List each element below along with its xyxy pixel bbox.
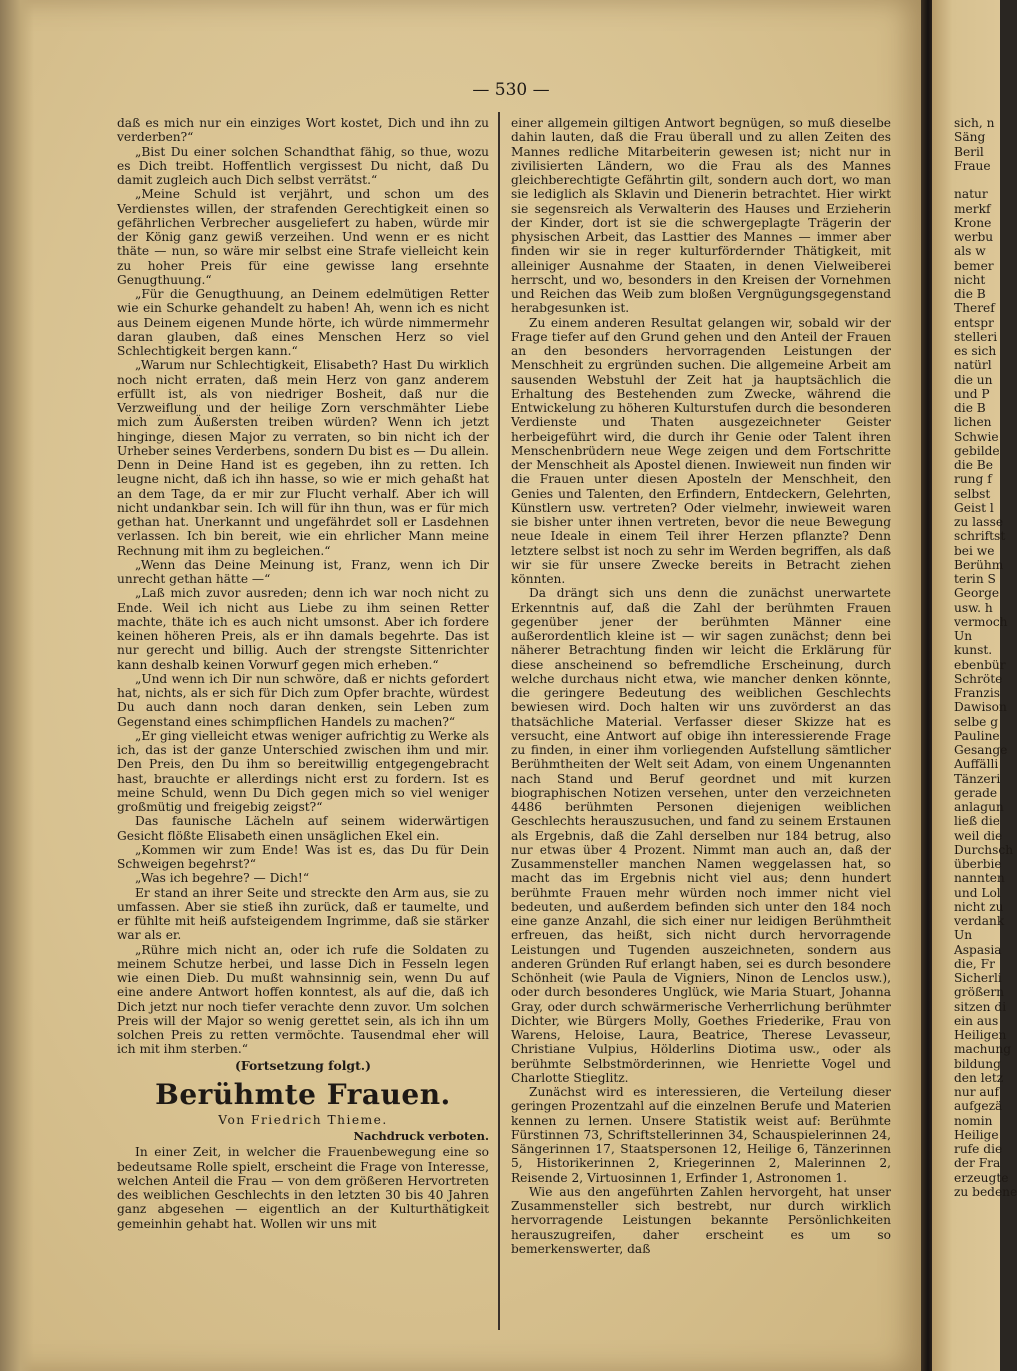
facing-page-line: Aspasia: [954, 942, 1002, 957]
facing-page-line: nomin: [954, 1113, 993, 1128]
facing-page-line: Durchsch: [954, 842, 1014, 857]
facing-page-line: gerade: [954, 785, 998, 800]
facing-page-line: nannten: [954, 871, 1005, 886]
facing-page-line: als w: [954, 244, 986, 259]
facing-page-line: größern: [954, 985, 1004, 1000]
facing-page-line: Schröte: [954, 671, 1003, 686]
facing-page-line: ein aus: [954, 1013, 999, 1028]
facing-page-line: den letz: [954, 1070, 1004, 1085]
facing-page-line: nicht zu: [954, 899, 1004, 914]
facing-page-line: bei we: [954, 543, 995, 558]
facing-page-line: Sicherli: [954, 971, 1002, 985]
facing-page-line: nicht: [954, 272, 986, 287]
facing-page-line: Heiligen: [954, 1028, 1007, 1042]
facing-page-line: lichen: [954, 415, 992, 430]
facing-page-line: Dawison: [954, 700, 1007, 715]
facing-page-line: überbie: [954, 857, 1002, 871]
facing-page-line: natur: [954, 187, 988, 202]
facing-page-line: natürl: [954, 358, 992, 373]
facing-page-line: und P: [954, 386, 990, 401]
right-column: [511, 116, 891, 1256]
facing-page-line: die B: [954, 401, 986, 415]
facing-page-line: ließ die: [954, 814, 1000, 829]
page-number: — 530 —: [472, 80, 550, 100]
article-body: [511, 116, 891, 1256]
facing-page-line: rufe die: [954, 1142, 1003, 1156]
facing-page-line: merkf: [954, 201, 991, 216]
paragraph: „Kommen wir zum Ende! Was ist es, das Du für Dein Schweigen begehrst?“: [117, 842, 489, 871]
facing-page-line: es sich: [954, 344, 997, 358]
paragraph: „Für die Genugthuung, an Deinem edelmütigen Retter wie ein Schurke gehandelt zu haben! Ah, wenn ich es nicht aus Deinem eigenen Munde hörte, ich würde nimmermehr daran glauben, daß eines Menschen Herz so viel Schlechtigkeit bergen kann.“: [117, 287, 489, 358]
article-intro: [117, 1145, 489, 1231]
facing-page-line: Fraue: [954, 158, 991, 173]
facing-page-line: Tänzeri: [954, 771, 1001, 786]
facing-page-line: Heilige: [954, 1127, 999, 1142]
facing-page-line: vermoch: [954, 614, 1008, 629]
facing-page-line: entspr: [954, 315, 994, 330]
facing-page-line: die B: [954, 287, 986, 301]
facing-page-line: Gesange: [954, 743, 1008, 757]
continuation-note: (Fortsetzung folgt.): [235, 1057, 371, 1073]
facing-page-line: bemer: [954, 258, 994, 273]
facing-page-line: sich, n: [954, 116, 995, 130]
facing-page-text-fragments: [954, 116, 1017, 1199]
facing-page-line: Beril: [954, 144, 984, 159]
facing-page-line: Berühm: [954, 557, 1004, 572]
facing-page-line: anlagun: [954, 800, 1004, 814]
facing-page-line: nur auf: [954, 1085, 1000, 1099]
paragraph: „Warum nur Schlechtigkeit, Elisabeth? Hast Du wirklich noch nicht erraten, daß mein Herz von ganz anderem erfüllt ist, als von niedriger Bosheit, daß nur die Verzweiflung und der heilige Zorn verschmähter Liebe mich zum Äußersten treiben würden? Wenn ich jetzt hinginge, diesen Major zu verraten, so bin nicht ich der Urheber seines Verderbens, sondern Du bist es — Du allein. Denn in Deine Hand ist es gegeben, ihn zu retten. Ich leugne nicht, daß ich ihn hasse, so wie er mich gehaßt hat an dem Tage, da er mir zur Flucht verhalf. Aber ich will nicht undankbar sein. Ich will für ihn thun, was er für mich gethan hat. Unerkannt und ungefährdet soll er Lasdehnen verlassen. Ich bin bereit, wie ein ehrlicher Mann meine Rechnung mit ihm zu begleichen.“: [117, 358, 489, 558]
facing-page-line: weil die: [954, 828, 1003, 843]
facing-page-line: die, Fr: [954, 956, 995, 971]
facing-page-line: werbu: [954, 230, 994, 244]
facing-page-line: Geist l: [954, 500, 994, 515]
paragraph: „Bist Du einer solchen Schandthat fähig, so thue, wozu es Dich treibt. Hoffentlich vergissest Du nicht, daß Du damit zugleich auch Dich selbst verrätst.“: [117, 144, 489, 187]
paragraph: „Meine Schuld ist verjährt, und schon um des Verdienstes willen, der strafenden Gerechtigkeit einen so gefährlichen Verbrecher ausgeliefert zu haben, würde mir der König ganz gewiß verzeihen. Und wenn er es nicht thäte — nun, so wäre mir selbst eine Strafe vielleicht kein zu hoher Preis für eine gewisse lang ersehnte Genugthuung.“: [117, 187, 489, 287]
facing-page-line: stelleri: [954, 329, 998, 344]
facing-page-line: Theref: [954, 301, 995, 316]
facing-page-line: Un: [954, 629, 973, 643]
facing-page-line: Schwie: [954, 429, 999, 444]
novel-text: [117, 116, 489, 1057]
facing-page-line: terin S: [954, 572, 996, 586]
facing-page-line: Franzis: [954, 686, 1000, 700]
reprint-notice: Nachdruck verboten.: [353, 1129, 489, 1143]
paragraph: „Laß mich zuvor ausreden; denn ich war noch nicht zu Ende. Weil ich nicht aus Liebe zu ihm seinen Retter machte, thäte ich es auch nicht umsonst. Aber ich fordere keinen höheren Preis, als er ihn damals begehrte. Das ist nur gerecht und billig. Auch der strengste Sittenrichter kann deshalb keinen Vorwurf gegen mich erheben.“: [117, 586, 489, 672]
facing-page-line: zu bedene: [954, 1184, 1017, 1199]
facing-page-line: selbst: [954, 486, 991, 501]
article-title: Berühmte Frauen.: [155, 1077, 451, 1111]
facing-page-line: gebilde: [954, 443, 1000, 458]
facing-page-line: bildung: [954, 1056, 1001, 1071]
facing-page-line: George: [954, 586, 1000, 601]
paragraph: In einer Zeit, in welcher die Frauenbewegung eine so bedeutsame Rolle spielt, erscheint die Frage von Interesse, welchen Anteil die Frau — von dem größeren Hervortreten des weiblichen Geschlechts in den letzten 30 bis 40 Jahren ganz abgesehen — eigentlich an der Kulturthätigkeit gemeinhin gehabt hat. Wollen wir uns mit: [117, 1145, 489, 1231]
paragraph: „Und wenn ich Dir nun schwöre, daß er nichts gefordert hat, nichts, als er sich für Dich zum Opfer brachte, würdest Du auch dann noch daran denken, sein Leben zum Gegenstand eines schimpflichen Handels zu machen?“: [117, 671, 489, 729]
facing-page-line: sitzen di: [954, 999, 1007, 1014]
paragraph: daß es mich nur ein einziges Wort kostet, Dich und ihn zu verderben?“: [117, 116, 489, 145]
paragraph: „Wenn das Deine Meinung ist, Franz, wenn ich Dir unrecht gethan hätte —“: [117, 557, 489, 586]
paragraph: „Er ging vielleicht etwas weniger aufrichtig zu Werke als ich, das ist der ganze Unterschied zwischen ihm und mir. Den Preis, den Du ihm so bereitwillig entgegengebracht hast, brauchte er allerdings nicht erst zu fordern. Ist es meine Schuld, wenn Du Dich gegen mich so viel weniger großmütig und freigebig zeigst?“: [117, 728, 489, 814]
facing-page-line: und Lol: [954, 885, 1001, 900]
facing-page-line: erzeugte: [954, 1170, 1009, 1185]
facing-page-line: machung: [954, 1042, 1011, 1057]
facing-page-line: verdank: [954, 914, 1005, 928]
facing-page-line: der Fra: [954, 1156, 1001, 1171]
left-column: [117, 116, 489, 1231]
facing-page-line: ebenbür: [954, 657, 1006, 672]
article-byline: Von Friedrich Thieme.: [218, 1112, 388, 1127]
facing-page-line: aufgezä: [954, 1099, 1003, 1114]
column-divider: [498, 112, 500, 1330]
paragraph: „Rühre mich nicht an, oder ich rufe die Soldaten zu meinem Schutze herbei, und lasse Dich in Fesseln legen wie einen Dieb. Du mußt wahnsinnig sein, wenn Du auf eine andere Antwort hoffen konntest, als auf die, daß ich Dich jetzt nur noch tiefer verachte denn zuvor. Um solchen Preis will der Major so wenig gerettet sein, als ich ihn um solchen Preis zu retten vermöchte. Tausendmal eher will ich mit ihm sterben.“: [117, 942, 489, 1057]
facing-page-line: kunst.: [954, 643, 993, 658]
paragraph: Wie aus den angeführten Zahlen hervorgeht, hat unser Zusammensteller sich bestrebt, nur durch wirklich hervorragende Leistungen bekannte Persönlichkeiten herauszugreifen, daher erscheint es um so bemerkenswerter, daß: [511, 1184, 891, 1256]
facing-page-line: Pauline: [954, 728, 1000, 743]
facing-page-line: Krone: [954, 215, 992, 230]
paragraph: „Was ich begehre? — Dich!“: [135, 871, 310, 886]
facing-page-line: schriftst: [954, 529, 1006, 544]
paragraph: einer allgemein giltigen Antwort begnügen, so muß dieselbe dahin lauten, daß die Frau überall und zu allen Zeiten des Mannes redliche Mitarbeiterin gewesen ist; nicht nur in zivilisierten Ländern, wo die Frau als des Mannes gleichberechtigte Gefährtin gilt, sondern auch dort, wo man sie lediglich als Sklavin und Dienerin betrachtet. Hier wirkt sie segensreich als Verwalterin des Hauses und Erzieherin der Kinder, dort ist sie die schwergeplagte Trägerin der physischen Arbeit, das Lasttier des Mannes — immer aber finden wir sie in reger kulturfördernder Thätigkeit, mit alleiniger Ausnahme der Staaten, in denen Vielweiberei herrscht, und wo, besonders in den Kreisen der Vornehmen und Reichen das Weib zum bloßen Vergnügungsgegenstand herabgesunken ist.: [511, 116, 891, 316]
paragraph: Er stand an ihrer Seite und streckte den Arm aus, sie zu umfassen. Aber sie stieß ihn zurück, daß er taumelte, und er fühlte mit heiß aufsteigendem Ingrimme, daß sie stärker war als er.: [117, 885, 489, 943]
paragraph: Da drängt sich uns denn die zunächst unerwartete Erkenntnis auf, daß die Zahl der berühmten Frauen gegenüber jener der berühmten Männer eine außerordentlich kleine ist — wir sagen zunächst; denn bei näherer Betrachtung finden wir leicht die Erklärung für diese anscheinend so befremdliche Erscheinung, durch welche durchaus nicht etwa, wie mancher denken könnte, die geringere Bedeutung des weiblichen Geschlechts bewiesen wird. Doch halten wir uns zuvörderst an das thatsächliche Material. Verfasser dieser Skizze hat es versucht, eine Antwort auf obige ihn interessierende Frage zu finden, in einer ihm vorliegenden Aufstellung sämtlicher Berühmtheiten der Welt seit Adam, von einem Ungenannten nach Stand und Beruf geordnet und mit kurzen biographischen Notizen versehen, unter den verzeichneten 4486 berühmten Personen diejenigen weiblichen Geschlechts herauszusuchen, und fand zu seinem Erstaunen als Ergebnis, daß die Zahl derselben nur 184 betrug, also nur etwas über 4 Prozent. Nimmt man auch an, daß der Zusammensteller manchen Namen weggelassen hat, so macht das im Ergebnis nicht viel aus; denn hundert berühmte Frauen mehr würden noch immer nicht viel bedeuten, und außerdem befinden sich unter den 184 noch eine ganze Anzahl, die sich einer nur leidigen Berühmtheit erfreuen, das heißt, sich nicht durch hervorragende Leistungen und Tugenden auszeichneten, sondern aus anderen Gründen Ruf erlangt haben, sei es durch besondere Schönheit (wie Paula de Vigniers, Ninon de Lenclos usw.), oder durch besonderes Unglück, wie Maria Stuart, Johanna Gray, oder durch schwärmerische Verherrlichung berühmter Dichter, wie Bürgers Molly, Goethes Friederike, Frau von Warens, Heloise, Laura, Beatrice, Therese Levasseur, Christiane Vulpius, Hölderlins Diotima usw., oder als berühmte Selbstmörderinnen, wie Henriette Vogel und Charlotte Stieglitz.: [511, 586, 891, 1085]
paragraph: Zunächst wird es interessieren, die Verteilung dieser geringen Prozentzahl auf die einzelnen Berufe und Materien kennen zu lernen. Unsere Statistik weist auf: Berühmte Fürstinnen 73, Schriftstellerinnen 34, Schauspielerinnen 24, Sängerinnen 17, Staatspersonen 12, Heilige 6, Tänzerinnen 5, Historikerinnen 2, Kriegerinnen 2, Malerinnen 2, Reisende 2, Virtuosinnen 1, Erfinder 1, Astronomen 1.: [511, 1085, 891, 1185]
facing-page-line: rung f: [954, 472, 992, 487]
facing-page-line: usw. h: [954, 600, 993, 615]
facing-page-line: Säng: [954, 130, 986, 145]
paragraph: Das faunische Lächeln auf seinem widerwärtigen Gesicht flößte Elisabeth einen unsäglichen Ekel ein.: [117, 814, 489, 843]
facing-page-line: Auffälli: [954, 757, 999, 772]
facing-page-line: [954, 173, 1000, 187]
facing-page-line: die Be: [954, 458, 993, 472]
facing-page-line: zu lasse: [954, 515, 1004, 529]
facing-page-line: selbe g: [954, 714, 999, 729]
paragraph: Zu einem anderen Resultat gelangen wir, sobald wir der Frage tiefer auf den Grund gehen und den Anteil der Frauen an den besonders hervorragenden Leistungen der Menschheit zu ergründen suchen. Die allgemeine Arbeit am sausenden Webstuhl der Zeit hat ja hauptsächlich die Erhaltung des Bestehenden zum Zwecke, während die Entwickelung zu höheren Kulturstufen durch die besonderen Verdienste und Thaten ausgezeichneter Geister herbeigeführt wird, die durch ihr Genie oder Talent ihren Menschenbrüdern neue Wege zeigen und dem Fortschritte der Menschheit als Apostel dienen. Inwieweit nun finden wir die Frauen unter diesen Aposteln der Menschheit, den Genies und Talenten, den Erfindern, Entdeckern, Gelehrten, Künstlern usw. vertreten? Oder vielmehr, inwieweit waren sie bisher unter ihnen vertreten, bevor die neue Bewegung neue Ideale in einem Teil ihrer Herzen pflanzte? Denn letztere selbst ist noch zu sehr im Werden begriffen, als daß wir sie für unsere Zwecke bereits in Betracht ziehen könnten.: [511, 315, 891, 586]
facing-page-line: Un: [954, 928, 973, 943]
facing-page-line: die un: [954, 372, 993, 387]
